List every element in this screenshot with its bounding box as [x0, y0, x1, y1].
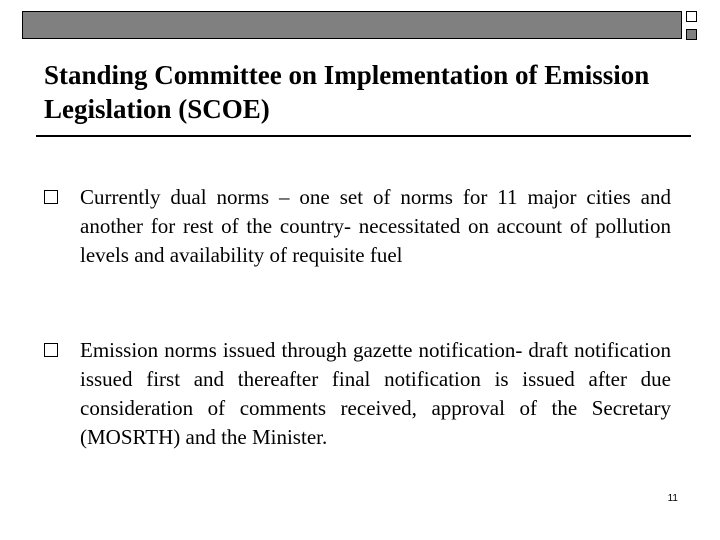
corner-square-filled-icon	[686, 29, 697, 40]
hollow-square-bullet-icon	[44, 343, 58, 357]
title-divider	[36, 135, 691, 137]
page-number: 11	[667, 493, 678, 504]
hollow-square-bullet-icon	[44, 190, 58, 204]
slide-title: Standing Committee on Implementation of Emission Legislation (SCOE)	[44, 60, 650, 124]
corner-square-icon	[686, 11, 697, 22]
bullet-text: Currently dual norms – one set of norms for 11 major cities and another for rest of the country- necessitated on account of pollution levels and availability of requisite fuel	[80, 185, 671, 267]
header-bar	[22, 11, 682, 39]
bullet-text: Emission norms issued through gazette notification- draft notification issued first and thereafter final notification is issued after due consideration of comments received, approval of the Secretary (MOSRTH) and the Minister.	[80, 338, 671, 449]
